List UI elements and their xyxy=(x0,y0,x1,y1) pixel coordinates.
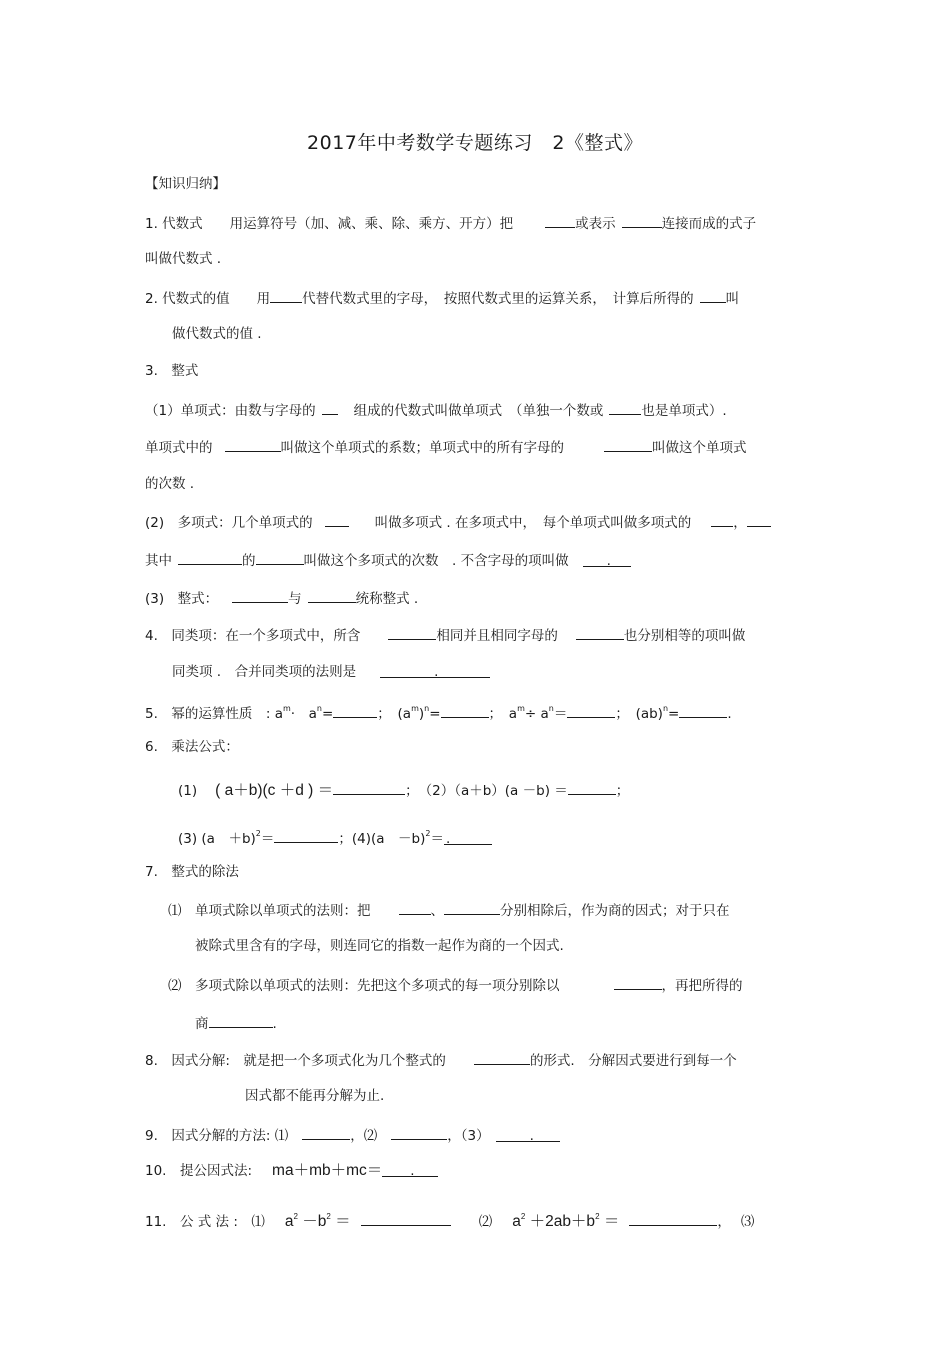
fill-blank[interactable] xyxy=(700,288,726,303)
exponent: n xyxy=(548,704,554,713)
text: 分别相除后，作为商的因式；对于只在 xyxy=(500,903,730,919)
text: 商 xyxy=(195,1016,209,1032)
fill-blank[interactable] xyxy=(496,1127,560,1142)
text: . xyxy=(606,553,611,569)
text: 相同并且相同字母的 xyxy=(436,628,558,644)
text: 同类项 . 合并同类项的法则是 xyxy=(172,664,357,680)
text: 5. 幂的运算性质 : a xyxy=(145,706,283,722)
fill-blank[interactable] xyxy=(604,437,652,452)
text: 代替代数式里的字母， 按照代数式里的运算关系， 计算后所得的 xyxy=(302,291,694,307)
item-7-1-line-2: 被除式里含有的字母，则连同它的指数一起作为商的一个因式. xyxy=(195,938,564,954)
fill-blank[interactable] xyxy=(333,780,405,795)
text: a xyxy=(284,1213,294,1230)
text: 其中 xyxy=(145,553,172,569)
item-3-heading: 3. 整式 xyxy=(145,363,199,379)
text: 10. 提公因式法: xyxy=(145,1163,253,1179)
formula xyxy=(285,1213,351,1230)
text: 9. 因式分解的方法: ⑴ xyxy=(145,1128,289,1144)
text: ，⑵ xyxy=(350,1128,378,1144)
item-4-line-2 xyxy=(172,663,490,681)
fill-blank[interactable] xyxy=(614,975,662,990)
text: ⑵ xyxy=(478,1214,493,1230)
fill-blank[interactable] xyxy=(308,588,356,603)
fill-blank[interactable] xyxy=(711,512,733,527)
text: 的 xyxy=(242,553,256,569)
fill-blank[interactable] xyxy=(679,703,727,718)
text: ； xyxy=(615,783,630,799)
fill-blank[interactable] xyxy=(399,900,431,915)
text: 叫做这个单项式的系数；单项式中的所有字母的 xyxy=(280,440,564,456)
text: 单项式中的 xyxy=(145,440,213,456)
fill-blank[interactable] xyxy=(474,1050,530,1065)
fill-blank[interactable] xyxy=(388,625,436,640)
text: . xyxy=(727,706,732,722)
text: 8. 因式分解: 就是把一个多项式化为几个整式的 xyxy=(145,1053,446,1069)
text: 叫做多项式 . 在多项式中， 每个单项式叫做多项式的 xyxy=(374,515,692,531)
text: ⑶ xyxy=(740,1214,755,1230)
fill-blank[interactable] xyxy=(567,703,615,718)
text: 叫做这个多项式的次数 . 不含字母的项叫做 xyxy=(303,553,569,569)
text: . xyxy=(445,831,451,847)
text: ， xyxy=(733,515,747,531)
text: ； （2）（a＋b）(a －b) ＝ xyxy=(405,783,568,799)
item-8-line-1 xyxy=(145,1050,737,1070)
exponent: m xyxy=(411,704,419,713)
item-3-2-line-2 xyxy=(145,550,631,570)
text: ，（3） xyxy=(447,1128,490,1144)
text: (3) (a ＋b) xyxy=(178,831,256,847)
text: 连接而成的式子 xyxy=(661,216,757,232)
fill-blank[interactable] xyxy=(568,780,616,795)
text: (3) 整式： xyxy=(145,591,219,607)
text: 2. 代数式的值 用 xyxy=(145,291,271,307)
item-1-line-2: 叫做代数式 . xyxy=(145,251,222,267)
formula: ma＋mb＋mc＝ xyxy=(272,1162,383,1179)
item-7-heading: 7. 整式的除法 xyxy=(145,864,239,880)
text: 叫做这个单项式 xyxy=(652,440,747,456)
text: ； (a xyxy=(377,706,412,722)
fill-blank[interactable] xyxy=(178,550,242,565)
fill-blank[interactable] xyxy=(232,588,288,603)
item-2-line-1 xyxy=(145,288,739,308)
item-10 xyxy=(145,1162,438,1180)
fill-blank[interactable] xyxy=(256,550,304,565)
text: 统称整式 . xyxy=(355,591,419,607)
text: . xyxy=(410,1163,415,1179)
exponent: n xyxy=(424,704,430,713)
item-9 xyxy=(145,1125,560,1145)
item-7-2-line-2 xyxy=(195,1013,277,1033)
text: = xyxy=(668,706,680,722)
fill-blank[interactable] xyxy=(576,625,624,640)
text: 1. 代数式 用运算符号（加、减、乘、除、乘方、开方）把 xyxy=(145,216,514,232)
fill-blank[interactable] xyxy=(274,828,338,843)
fill-blank[interactable] xyxy=(391,1125,447,1140)
text: ⑵ 多项式除以单项式的法则：先把这个多项式的每一项分别除以 xyxy=(168,978,560,994)
fill-blank[interactable] xyxy=(382,1162,438,1177)
exponent: 2 xyxy=(255,829,261,838)
exponent: m xyxy=(517,704,525,713)
item-1-line-1 xyxy=(145,213,756,233)
fill-blank[interactable] xyxy=(209,1013,273,1028)
text: ； (ab) xyxy=(615,706,663,722)
text: (2) 多项式：几个单项式的 xyxy=(145,515,313,531)
text: 也是单项式）. xyxy=(641,403,727,419)
fill-blank[interactable] xyxy=(302,1125,350,1140)
exponent: n xyxy=(316,704,322,713)
text: a xyxy=(512,1213,521,1230)
text: ； a xyxy=(488,706,518,722)
text: ) xyxy=(418,706,425,722)
text: ＝ xyxy=(599,1213,620,1230)
text: ＋2ab＋b xyxy=(525,1213,596,1230)
item-3-2-line-1 xyxy=(145,512,771,532)
fill-blank[interactable] xyxy=(361,1211,451,1226)
fill-blank[interactable] xyxy=(380,663,490,678)
text: ；(4)(a －b) xyxy=(338,831,426,847)
text: ⑴ 单项式除以单项式的法则：把 xyxy=(168,903,371,919)
text: . xyxy=(529,1128,534,1144)
item-5 xyxy=(145,700,732,723)
item-6-heading: 6. 乘法公式： xyxy=(145,739,239,755)
text: ÷ a xyxy=(524,706,549,722)
text: 4. 同类项：在一个多项式中，所含 xyxy=(145,628,361,644)
item-7-2-line-1 xyxy=(168,975,743,995)
fill-blank[interactable] xyxy=(441,703,489,718)
text: ＝ xyxy=(330,1213,351,1230)
text: ， xyxy=(717,1214,731,1230)
fill-blank[interactable] xyxy=(322,400,338,415)
text: 或表示 xyxy=(575,216,616,232)
fill-blank[interactable] xyxy=(444,830,492,845)
fill-blank[interactable] xyxy=(609,400,641,415)
text: . xyxy=(434,664,439,680)
exponent: 2 xyxy=(520,1212,526,1221)
text: 、 xyxy=(430,903,444,919)
item-11 xyxy=(145,1208,754,1231)
text: －b xyxy=(297,1213,327,1230)
text: 组成的代数式叫做单项式 （单独一个数或 xyxy=(353,403,604,419)
text: · a xyxy=(290,706,317,722)
text: 11. 公 式 法 : ⑴ xyxy=(145,1214,265,1230)
fill-blank[interactable] xyxy=(270,288,302,303)
text: （1）单项式：由数与字母的 xyxy=(145,403,316,419)
fill-blank[interactable] xyxy=(747,512,771,527)
text: ＝ xyxy=(260,831,275,847)
item-6-2 xyxy=(178,825,492,848)
text: ，再把所得的 xyxy=(661,978,743,994)
fill-blank[interactable] xyxy=(629,1211,717,1226)
text: 也分别相等的项叫做 xyxy=(623,628,746,644)
text: 的形式. 分解因式要进行到每一个 xyxy=(529,1053,737,1069)
document-title: 2017年中考数学专题练习 2《整式》 xyxy=(307,132,643,154)
fill-blank[interactable] xyxy=(444,900,500,915)
section-heading: 【知识归纳】 xyxy=(145,176,226,192)
item-6-1 xyxy=(178,780,629,800)
fill-blank[interactable] xyxy=(325,512,349,527)
formula xyxy=(512,1213,619,1230)
fill-blank[interactable] xyxy=(333,703,377,718)
fill-blank[interactable] xyxy=(225,437,281,452)
text: = xyxy=(429,706,441,722)
exponent: 2 xyxy=(293,1212,298,1221)
text: 与 xyxy=(288,591,302,607)
item-7-1-line-1 xyxy=(168,900,730,920)
exponent: 2 xyxy=(326,1212,331,1221)
text: 叫 xyxy=(725,291,740,307)
item-8-line-2: 因式都不能再分解为止. xyxy=(245,1088,385,1104)
exponent: 2 xyxy=(595,1212,600,1221)
item-3-1-line-2 xyxy=(145,437,747,457)
exponent: n xyxy=(662,704,669,713)
formula: ( a＋b)(c ＋d ) ＝ xyxy=(215,782,334,799)
text: (1) xyxy=(178,783,198,799)
fill-blank[interactable] xyxy=(583,552,631,567)
text: ＝ xyxy=(553,706,568,722)
fill-blank[interactable] xyxy=(545,213,575,228)
item-2-line-2: 做代数式的值 . xyxy=(172,326,262,342)
text: . xyxy=(272,1016,277,1032)
item-3-3 xyxy=(145,588,418,608)
text: ＝ xyxy=(430,831,444,847)
item-4-line-1 xyxy=(145,625,745,645)
item-3-1-line-3: 的次数 . xyxy=(145,476,195,492)
fill-blank[interactable] xyxy=(622,213,662,228)
exponent: m xyxy=(283,704,291,713)
text: = xyxy=(321,706,334,722)
item-3-1-line-1 xyxy=(145,400,727,420)
exponent: 2 xyxy=(425,829,431,838)
